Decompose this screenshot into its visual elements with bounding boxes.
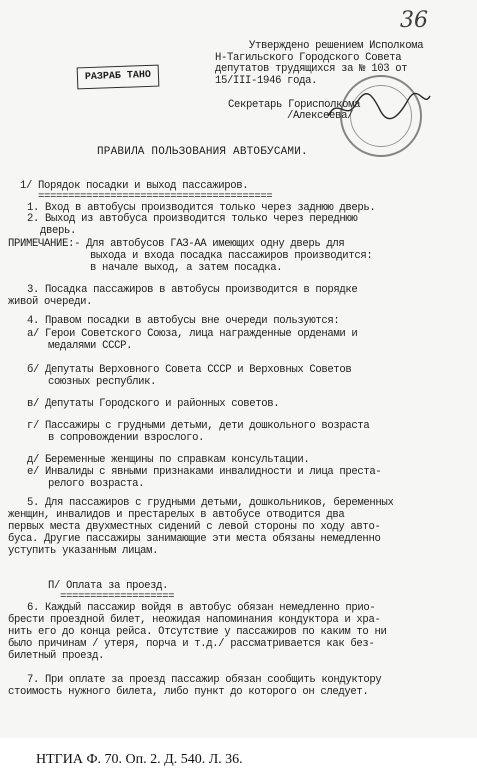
rule-line: нить его до конца рейса. Отсутствие у пассажиров по каким то ни [8,626,387,638]
rule-line: первых места двухместных сидений с левой стороны по ходу авто- [8,521,381,533]
rule-line: 1. Вход в автобусы производится только через заднюю дверь. [27,202,376,214]
rule-line: в/ Депутаты Городского и районных советов. [27,398,280,410]
rule-line: буса. Другие пассажиры занимающие эти места обязаны немедленно [8,533,381,545]
rule-line: б/ Депутаты Верховного Совета СССР и Верховных Советов [27,364,352,376]
note-line: в начале выход, а затем посадка. [90,262,283,274]
rule-line: брести проездной билет, неожидая напоминания кондуктора и хра- [8,614,381,626]
secretary-line: Секретарь Горисполкома [228,99,361,111]
rule-line: 2. Выход из автобуса производится только через переднюю [27,213,358,225]
rule-line: в сопровождении взрослого. [48,432,205,444]
rule-line: а/ Герои Советского Союза, лица награжденные орденами и [27,328,358,340]
rule-line: е/ Инвалиды с явными признаками инвалидности и лица преста- [27,466,382,478]
archive-reference-caption: НТГИА Ф. 70. Оп. 2. Д. 540. Л. 36. [36,752,243,767]
rule-line: было причинам / утеря, порча и т.д./ рассматривается как без- [8,638,375,650]
approval-line: Утверждено решением Исполкома [249,40,424,52]
rule-line: 5. Для пассажиров с грудными детьми, дошкольников, беременных [27,497,394,509]
rule-line: 7. При оплате за проезд пассажир обязан сообщить кондуктору [27,674,382,686]
rule-line: д/ Беременные женщины по справкам консультации. [27,454,310,466]
note-line: выхода и входа посадка пассажиров производится: [90,250,373,262]
rule-line: билетный проезд. [8,650,105,662]
rule-line: 3. Посадка пассажиров в автобусы производится в порядке [27,284,358,296]
section-2-underline: =================== [60,591,175,603]
rule-line: женщин, инвалидов и престарелых в автобусе отводится два [8,509,345,521]
rule-line: стоимость нужного билета, либо пункт до которого он следует. [8,686,369,698]
approval-line: депутатов трудящихся за № 103 от [215,63,408,75]
section-1-underline: ======================================= [38,191,273,203]
rule-line: живой очереди. [8,296,93,308]
section-1-heading: 1/ Порядок посадки и выход пассажиров. [20,180,249,192]
rule-line: союзных республик. [48,376,157,388]
secretary-name: /Алексеева/ [287,110,354,122]
rule-line: 6. Каждый пассажир войдя в автобус обязан немедленно прио- [27,602,376,614]
approval-line: 15/III-1946 года. [215,75,318,87]
section-2-heading: П/ Оплата за проезд. [48,580,169,592]
rule-line: 4. Правом посадки в автобусы вне очереди пользуются: [27,315,340,327]
approval-line: Н-Тагильского Городского Совета [215,52,402,64]
rule-line: дверь. [40,225,77,237]
handwritten-page-number: 36 [400,8,428,33]
rule-line: релого возраста. [48,478,145,490]
note-line: ПРИМЕЧАНИЕ:- Для автобусов ГАЗ-АА имеющих одну дверь для [8,238,345,250]
rule-line: уступить указанным лицам. [8,545,159,557]
rule-line: медалями СССР. [48,340,133,352]
document-title: ПРАВИЛА ПОЛЬЗОВАНИЯ АВТОБУСАМИ. [97,146,308,158]
rule-line: г/ Пассажиры с грудными детьми, дети дошкольного возраста [27,420,370,432]
declassified-stamp: РАЗРАБ ТАНО [77,65,160,90]
